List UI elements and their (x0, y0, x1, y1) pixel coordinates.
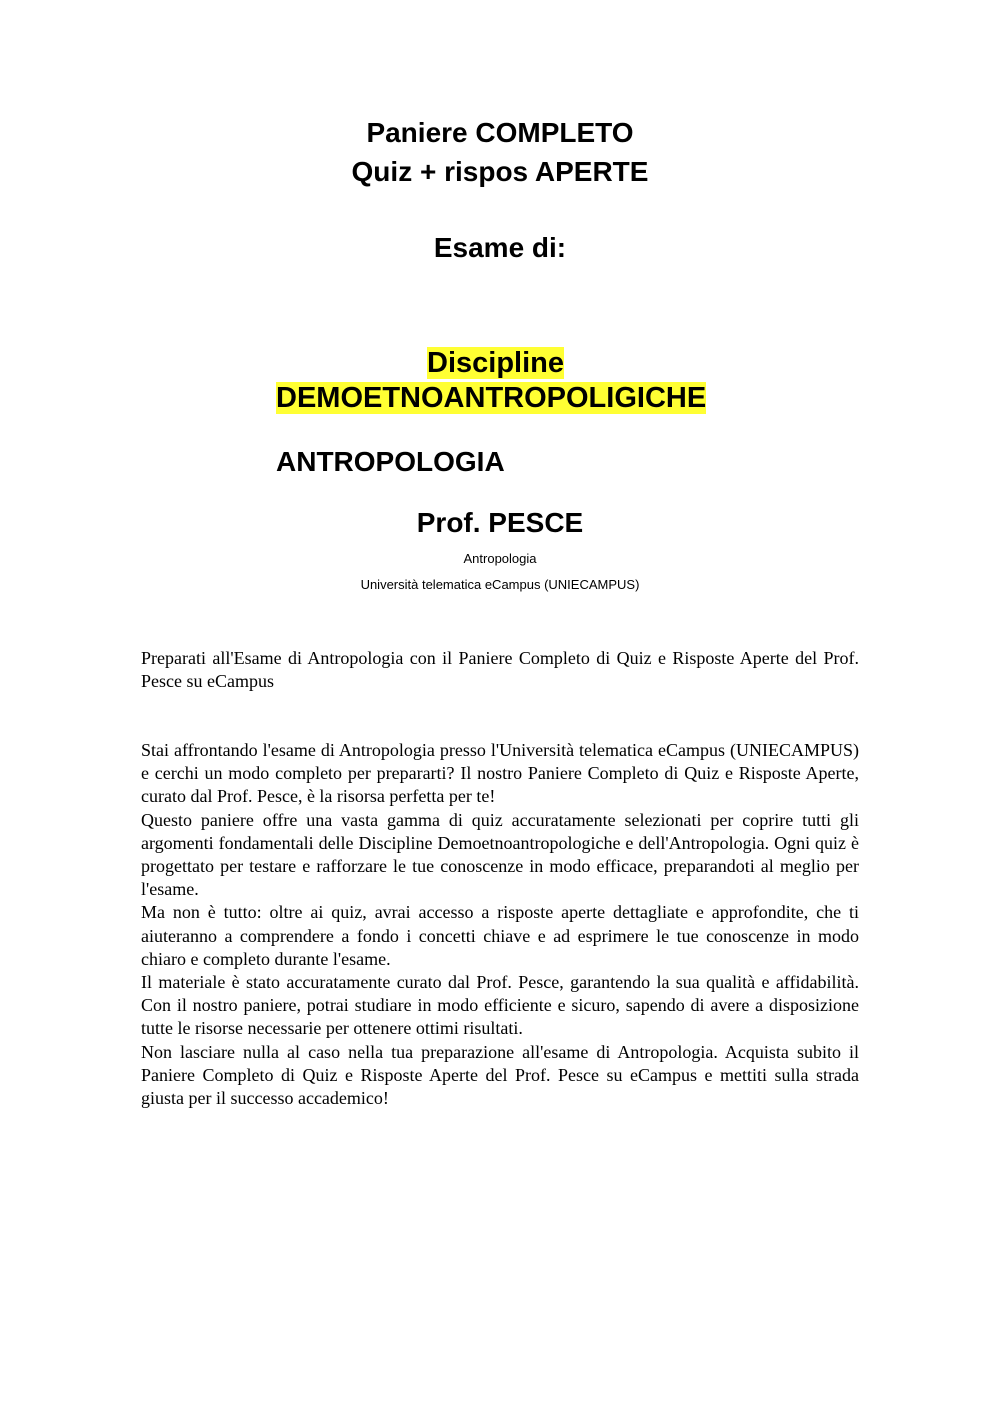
paragraph: Questo paniere offre una vasta gamma di quiz accuratamente selezionati per coprire tutti gli argomenti fondamentali delle Discipline Demoetnoantropologiche e dell'Antropologia. Ogni quiz è progettato per testare e rafforzare le tue conoscenze in modo efficace, preparandoti al meglio per l'esame. (141, 809, 859, 900)
discipline-line-1-text: Discipline (427, 347, 564, 379)
title-line-2: Quiz + rispos APERTE (351, 156, 649, 187)
paragraph: Non lasciare nulla al caso nella tua preparazione all'esame di Antropologia. Acquista subito il Paniere Completo di Quiz e Risposte Aperte del Prof. Pesce su eCampus e mettiti sulla strada giusta per il successo accademico! (141, 1041, 859, 1109)
exam-label: Esame di: (433, 232, 567, 263)
course-name: ANTROPOLOGIA (276, 446, 505, 477)
discipline-line-2-text: DEMOETNOANTROPOLIGICHE (276, 382, 707, 414)
discipline-line-2 (276, 380, 706, 416)
intro-paragraph (141, 647, 859, 693)
paragraph: Il materiale è stato accuratamente curato dal Prof. Pesce, garantendo la sua qualità e affidabilità. Con il nostro paniere, potrai studiare in modo efficiente e sicuro, sapendo di avere a disposizione tutte le risorse necessarie per ottenere ottimi risultati. (141, 972, 859, 1039)
paragraph: Ma non è tutto: oltre ai quiz, avrai accesso a risposte aperte dettagliate e approfondite, che ti aiuteranno a comprendere a fondo i concetti chiave e ad esprimere le tue conoscenze in modo chiaro e completo durante l'esame. (141, 902, 859, 969)
intro-text: Preparati all'Esame di Antropologia con il Paniere Completo di Quiz e Risposte Aperte del Prof. Pesce su eCampus (141, 648, 859, 692)
title-line-1: Paniere COMPLETO (366, 117, 634, 148)
discipline-line-1 (427, 345, 564, 381)
professor-name: Prof. PESCE (416, 507, 584, 538)
university-label: Università telematica eCampus (UNIECAMPUS) (360, 577, 640, 592)
paragraph: Stai affrontando l'esame di Antropologia presso l'Università telematica eCampus (UNIECAMPUS) e cerchi un modo completo per prepararti? Il nostro Paniere Completo di Quiz e Risposte Aperte, curato dal Prof. Pesce, è la risorsa perfetta per te! (141, 740, 859, 807)
body-paragraphs (141, 739, 859, 1110)
subject-label: Antropologia (463, 551, 537, 566)
